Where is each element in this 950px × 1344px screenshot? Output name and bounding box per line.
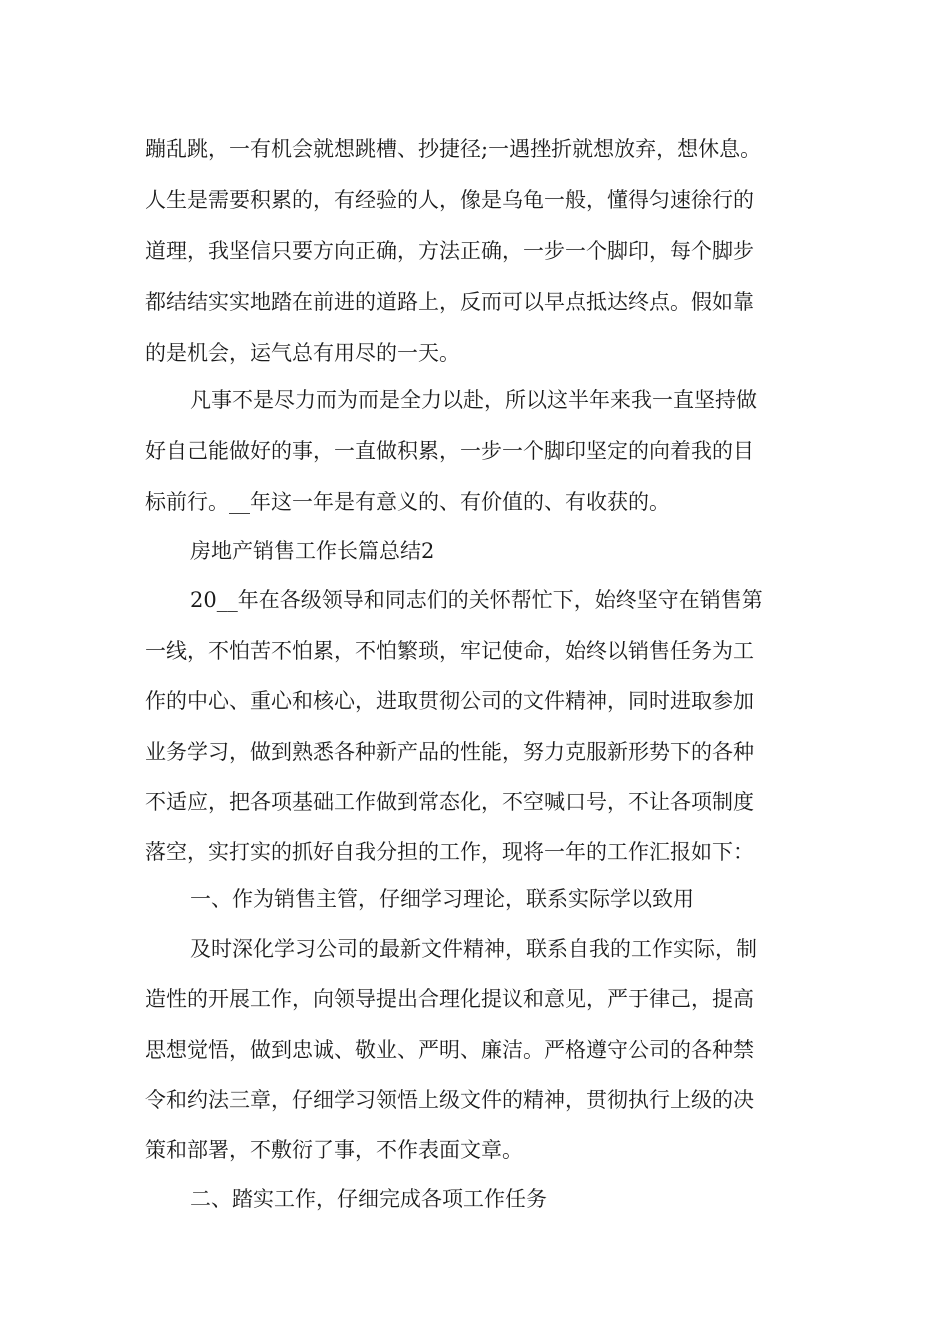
subsection-heading: 二、踏实工作，仔细完成各项工作任务	[190, 1187, 547, 1211]
text-line: 的是机会，运气总有用尽的一天。	[145, 341, 460, 365]
section-heading: 房地产销售工作长篇总结2	[190, 539, 435, 563]
text-line: 造性的开展工作，向领导提出合理化提议和意见，严于律己，提高	[145, 987, 754, 1011]
text-line: 作的中心、重心和核心，进取贯彻公司的文件精神，同时进取参加	[145, 689, 754, 713]
text-line: 都结结实实地踏在前进的道路上，反而可以早点抵达终点。假如靠	[145, 290, 754, 314]
text-line: 不适应，把各项基础工作做到常态化，不空喊口号，不让各项制度	[145, 790, 754, 814]
text-line: 及时深化学习公司的最新文件精神，联系自我的工作实际，制	[190, 937, 757, 961]
text-line: 20__年在各级领导和同志们的关怀帮忙下，始终坚守在销售第	[190, 588, 763, 612]
text-line: 一线，不怕苦不怕累，不怕繁琐，牢记使命，始终以销售任务为工	[145, 639, 754, 663]
text-line: 蹦乱跳，一有机会就想跳槽、抄捷径;一遇挫折就想放弃，想休息。	[145, 137, 762, 161]
text-line: 道理，我坚信只要方向正确，方法正确，一步一个脚印，每个脚步	[145, 239, 754, 263]
text-line: 落空，实打实的抓好自我分担的工作，现将一年的工作汇报如下：	[145, 840, 754, 864]
text-line: 标前行。__年这一年是有意义的、有价值的、有收获的。	[145, 490, 670, 514]
text-line: 策和部署，不敷衍了事，不作表面文章。	[145, 1138, 523, 1162]
text-line: 人生是需要积累的，有经验的人，像是乌龟一般，懂得匀速徐行的	[145, 188, 754, 212]
text-line: 好自己能做好的事，一直做积累，一步一个脚印坚定的向着我的目	[145, 439, 754, 463]
subsection-heading: 一、作为销售主管，仔细学习理论，联系实际学以致用	[190, 887, 694, 911]
text-line: 思想觉悟，做到忠诚、敬业、严明、廉洁。严格遵守公司的各种禁	[145, 1038, 754, 1062]
text-line: 令和约法三章，仔细学习领悟上级文件的精神，贯彻执行上级的决	[145, 1088, 754, 1112]
text-line: 业务学习，做到熟悉各种新产品的性能，努力克服新形势下的各种	[145, 740, 754, 764]
text-line: 凡事不是尽力而为而是全力以赴，所以这半年来我一直坚持做	[190, 388, 757, 412]
